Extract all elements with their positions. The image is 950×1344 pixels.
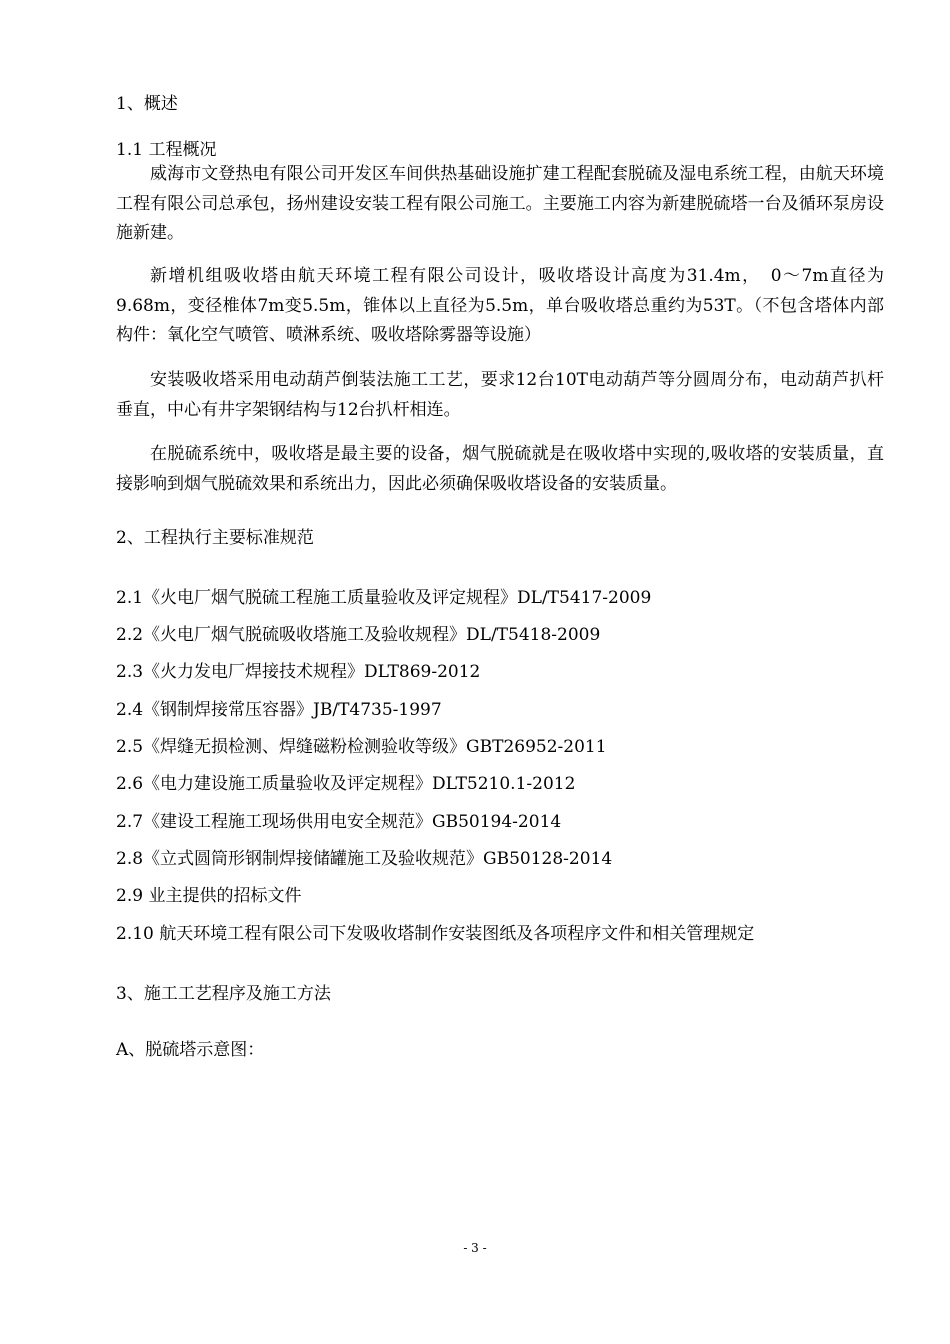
section-3-heading: 3、施工工艺程序及施工方法 [116, 984, 331, 1004]
overview-paragraph-1: 威海市文登热电有限公司开发区车间供热基础设施扩建工程配套脱硫及湿电系统工程，由航天环境工程有限公司总承包，扬州建设安装工程有限公司施工。主要施工内容为新建脱硫塔一台及循环泵房设施新建。 [116, 164, 884, 243]
standard-item: 2.4《钢制焊接常压容器》JB/T4735-1997 [116, 700, 442, 720]
overview-paragraph-3: 安装吸收塔采用电动葫芦倒装法施工工艺，要求12台10T电动葫芦等分圆周分布，电动葫芦扒杆垂直，中心有井字架钢结构与12台扒杆相连。 [116, 370, 884, 420]
standard-item: 2.2《火电厂烟气脱硫吸收塔施工及验收规程》DL/T5418-2009 [116, 625, 601, 645]
page-number: - 3 - [463, 1241, 487, 1255]
standard-item: 2.10 航天环境工程有限公司下发吸收塔制作安装图纸及各项程序文件和相关管理规定 [116, 924, 755, 944]
section-2-heading: 2、工程执行主要标准规范 [116, 528, 314, 548]
section-1-heading: 1、概述 [116, 94, 178, 114]
overview-paragraph-4: 在脱硫系统中，吸收塔是最主要的设备，烟气脱硫就是在吸收塔中实现的,吸收塔的安装质量，直接影响到烟气脱硫效果和系统出力，因此必须确保吸收塔设备的安装质量。 [116, 444, 884, 494]
section-1-1-heading: 1.1 工程概况 [116, 140, 217, 160]
standard-item: 2.5《焊缝无损检测、焊缝磁粉检测验收等级》GBT26952-2011 [116, 737, 607, 757]
section-3-a-heading: A、脱硫塔示意图： [116, 1040, 265, 1060]
standard-item: 2.6《电力建设施工质量验收及评定规程》DLT5210.1-2012 [116, 774, 576, 794]
standard-item: 2.9 业主提供的招标文件 [116, 886, 302, 906]
standard-item: 2.1《火电厂烟气脱硫工程施工质量验收及评定规程》DL/T5417-2009 [116, 588, 652, 608]
standard-item: 2.8《立式圆筒形钢制焊接储罐施工及验收规范》GB50128-2014 [116, 849, 613, 869]
standard-item: 2.7《建设工程施工现场供用电安全规范》GB50194-2014 [116, 812, 562, 832]
standard-item: 2.3《火力发电厂焊接技术规程》DLT869-2012 [116, 662, 481, 682]
overview-paragraph-2: 新增机组吸收塔由航天环境工程有限公司设计，吸收塔设计高度为31.4m， 0～7m直径为9.68m，变径椎体7m变5.5m，锥体以上直径为5.5m，单台吸收塔总重约为53T。（不包含塔体内部构件：氧化空气喷管、喷淋系统、吸收塔除雾器等设施） [116, 266, 884, 345]
